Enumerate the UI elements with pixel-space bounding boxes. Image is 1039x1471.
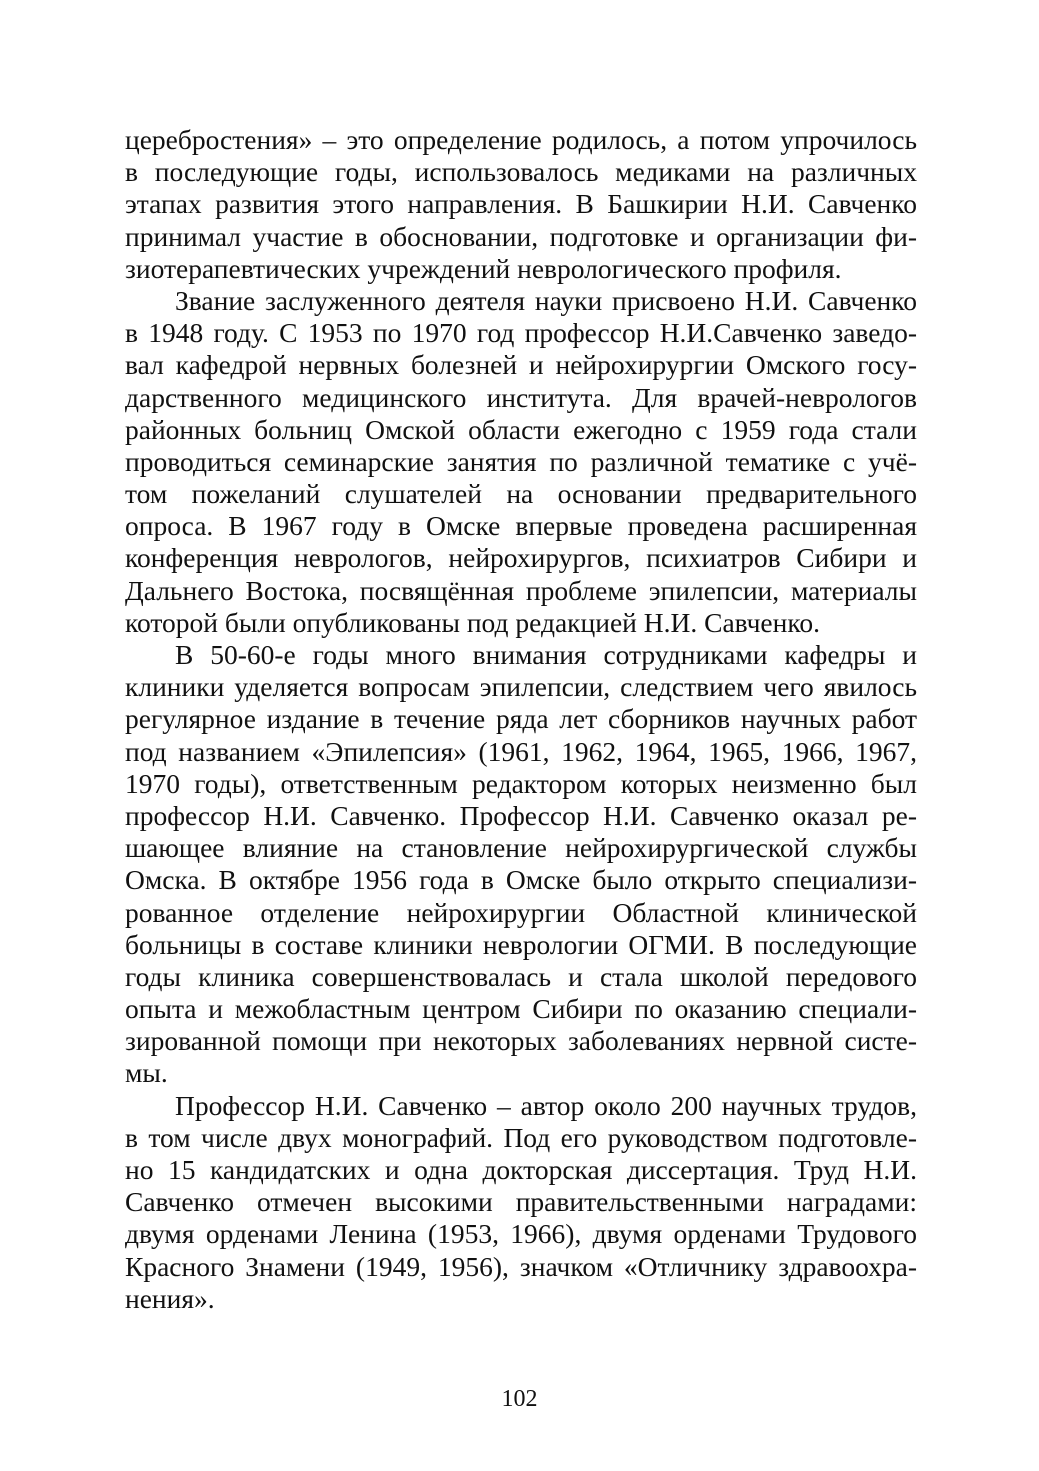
text-line: дарственного медицинского института. Для врачей-неврологов (125, 381, 917, 413)
text-line: проводиться семинарские занятия по различной тематике с учё- (125, 445, 917, 477)
text-line: церебростения» – это определение родилось, а потом упрочилось (125, 124, 917, 155)
body-text (125, 124, 917, 1315)
text-line: в 1948 году. С 1953 по 1970 год профессор Н.И.Савченко заведо- (125, 317, 917, 349)
text-line: Омска. В октябре 1956 года в Омске было открыто специализи- (125, 864, 917, 896)
text-line: том пожеланий слушателей на основании предварительного (125, 478, 917, 510)
text-line: Дальнего Востока, посвящённая проблеме эпилепсии, материалы (125, 574, 917, 606)
text-line: В 50-60-е годы много внимания сотрудниками кафедры и (175, 639, 917, 670)
paragraph-1 (125, 124, 917, 285)
text-line: принимал участие в обосновании, подготовке и организации фи- (125, 220, 917, 252)
text-line: районных больниц Омской области ежегодно с 1959 года стали (125, 413, 917, 445)
text-line: клиники уделяется вопросам эпилепсии, следствием чего явилось (125, 671, 917, 703)
text-line: в последующие годы, использовалось медиками на различных (125, 156, 917, 188)
text-line: рованное отделение нейрохирургии Областной клинической (125, 896, 917, 928)
text-line: больницы в составе клиники неврологии ОГМИ. В последующие (125, 928, 917, 960)
text-line: зированной помощи при некоторых заболеваниях нервной систе- (125, 1025, 917, 1057)
text-line: Красного Знамени (1949, 1956), значком «Отличнику здравоохра- (125, 1250, 917, 1282)
paragraph-4 (125, 1090, 917, 1315)
text-line: вал кафедрой нервных болезней и нейрохирургии Омского госу- (125, 349, 917, 381)
page-number: 102 (501, 1386, 538, 1412)
text-line: под названием «Эпилепсия» (1961, 1962, 1964, 1965, 1966, 1967, (125, 735, 917, 767)
text-line: которой были опубликованы под редакцией Н.И. Савченко. (125, 606, 820, 638)
text-line: конференция неврологов, нейрохирургов, психиатров Сибири и (125, 542, 917, 574)
text-line: двумя орденами Ленина (1953, 1966), двумя орденами Трудового (125, 1218, 917, 1250)
text-line: мы. (125, 1057, 168, 1089)
text-line: профессор Н.И. Савченко. Профессор Н.И. Савченко оказал ре- (125, 799, 917, 831)
text-line: Профессор Н.И. Савченко – автор около 200 научных трудов, (175, 1089, 917, 1121)
text-line: опроса. В 1967 году в Омске впервые проведена расширенная (125, 510, 917, 542)
paragraph-3 (125, 639, 917, 1090)
text-line: Савченко отмечен высокими правительственными наградами: (125, 1186, 917, 1218)
text-line: но 15 кандидатских и одна докторская диссертация. Труд Н.И. (125, 1154, 917, 1185)
text-line: в том числе двух монографий. Под его руководством подготовле- (125, 1121, 917, 1153)
paragraph-2 (125, 285, 917, 639)
text-line: годы клиника совершенствовалась и стала школой передового (125, 960, 917, 992)
text-line: регулярное издание в течение ряда лет сборников научных работ (125, 703, 917, 735)
text-line: опыта и межобластным центром Сибири по оказанию специали- (125, 993, 917, 1025)
text-line: Звание заслуженного деятеля науки присвоено Н.И. Савченко (175, 284, 917, 316)
text-line: нения». (125, 1282, 215, 1314)
text-line: зиотерапевтических учреждений неврологического профиля. (125, 252, 842, 284)
text-line: этапах развития этого направления. В Башкирии Н.И. Савченко (125, 188, 917, 220)
text-line: шающее влияние на становление нейрохирургической службы (125, 832, 917, 864)
text-line: 1970 годы), ответственным редактором которых неизменно был (125, 767, 917, 799)
